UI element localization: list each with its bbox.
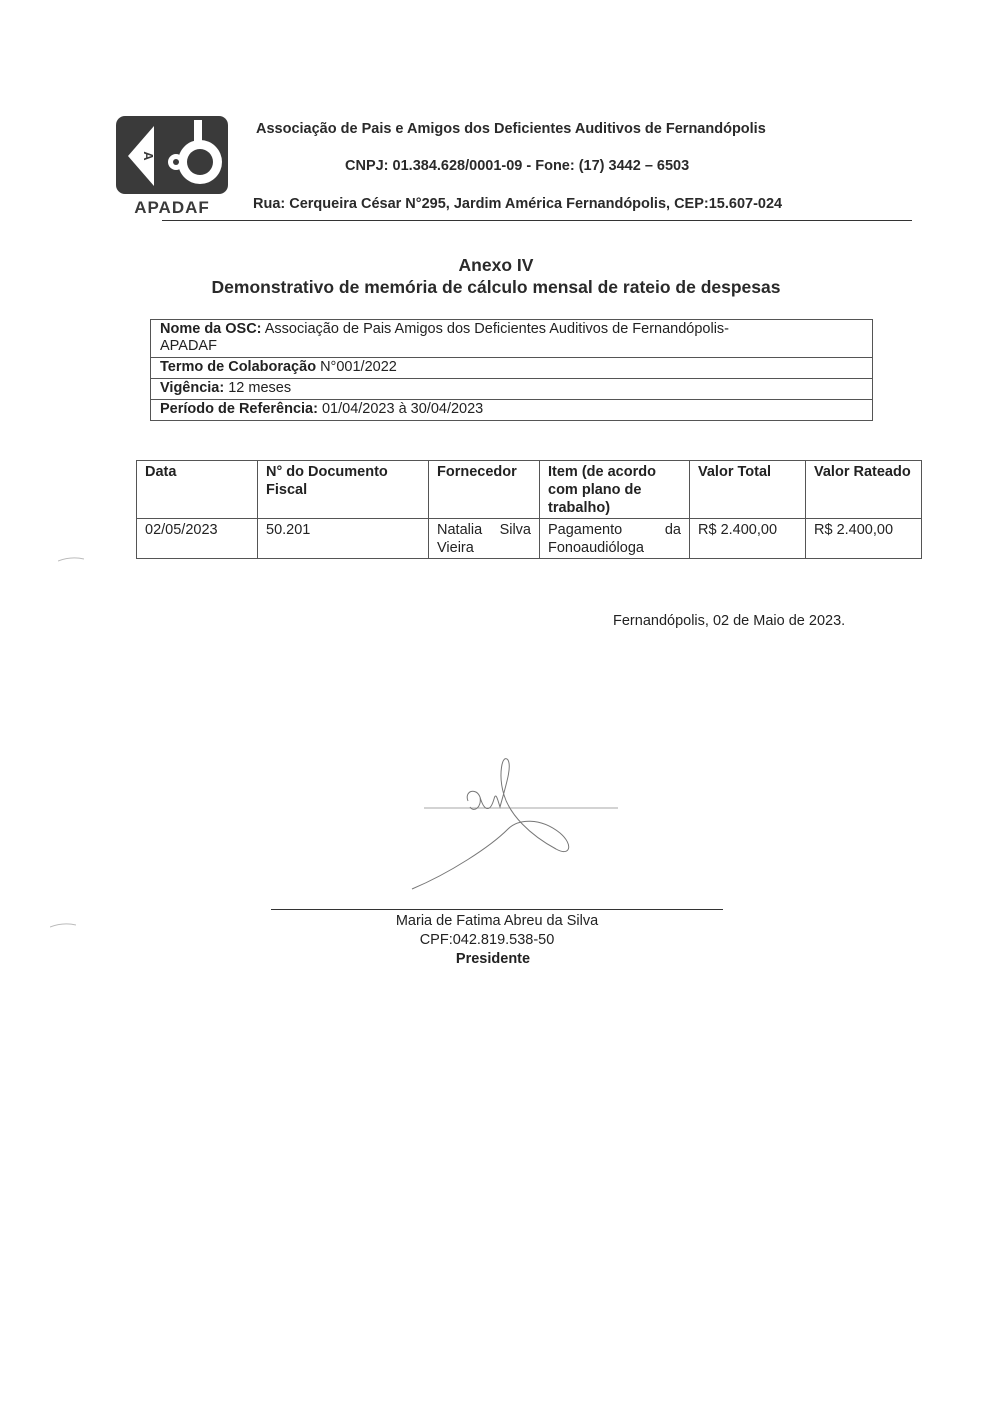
- col-header-total: Valor Total: [690, 461, 806, 519]
- osc-value: Associação de Pais Amigos dos Deficientes Auditivos de Fernandópolis-: [264, 321, 730, 337]
- title-description: Demonstrativo de memória de cálculo mensal de rateio de despesas: [211, 277, 781, 297]
- cnpj-phone: CNPJ: 01.384.628/0001-09 - Fone: (17) 3442 – 6503: [345, 158, 690, 174]
- logo-letter: A: [141, 151, 156, 161]
- expense-table: [136, 460, 922, 559]
- info-row-osc: [151, 320, 872, 357]
- cell-doc: 50.201: [258, 519, 429, 559]
- cell-supplier: Natalia Silva Vieira: [429, 519, 540, 559]
- osc-value-cont: APADAF: [160, 338, 217, 354]
- periodo-value: 01/04/2023 à 30/04/2023: [321, 401, 484, 417]
- info-box: [150, 319, 873, 421]
- cell-item: Pagamento da Fonoaudióloga: [540, 519, 690, 559]
- termo-label: Termo de Colaboração: [160, 359, 317, 375]
- table-row: [137, 519, 922, 559]
- signatory-name: Maria de Fatima Abreu da Silva: [395, 913, 599, 929]
- col-header-prorated: Valor Rateado: [806, 461, 922, 519]
- logo-text: APADAF: [134, 198, 210, 216]
- address: Rua: Cerqueira César N°295, Jardim América Fernandópolis, CEP:15.607-024: [253, 196, 783, 212]
- signatory-role: Presidente: [455, 951, 531, 967]
- header-rule: [162, 220, 912, 221]
- org-name: Associação de Pais e Amigos dos Deficientes Auditivos de Fernandópolis: [256, 121, 766, 137]
- cell-date: 02/05/2023: [137, 519, 258, 559]
- signature-scribble: [410, 755, 625, 895]
- signature-line: [271, 909, 723, 910]
- col-header-doc: N° do Documento Fiscal: [258, 461, 429, 519]
- signatory-cpf: CPF:042.819.538-50: [419, 932, 555, 948]
- cell-total: R$ 2.400,00: [690, 519, 806, 559]
- scan-mark: [50, 922, 76, 928]
- periodo-label: Período de Referência:: [160, 401, 318, 417]
- info-row-vigencia: [151, 378, 872, 399]
- title-annex: Anexo IV: [458, 255, 534, 275]
- apadaf-logo: [116, 116, 228, 216]
- scan-mark: [58, 556, 84, 562]
- col-header-supplier: Fornecedor: [429, 461, 540, 519]
- table-header-row: [137, 461, 922, 519]
- cell-prorated: R$ 2.400,00: [806, 519, 922, 559]
- vigencia-value: 12 meses: [228, 380, 292, 396]
- place-date: Fernandópolis, 02 de Maio de 2023.: [613, 613, 846, 629]
- osc-label: Nome da OSC:: [160, 321, 262, 337]
- vigencia-label: Vigência:: [160, 380, 225, 396]
- info-row-termo: [151, 357, 872, 378]
- col-header-date: Data: [137, 461, 258, 519]
- termo-value: N°001/2022: [320, 359, 397, 375]
- info-row-periodo: [151, 399, 872, 420]
- col-header-item: Item (de acordo com plano de trabalho): [540, 461, 690, 519]
